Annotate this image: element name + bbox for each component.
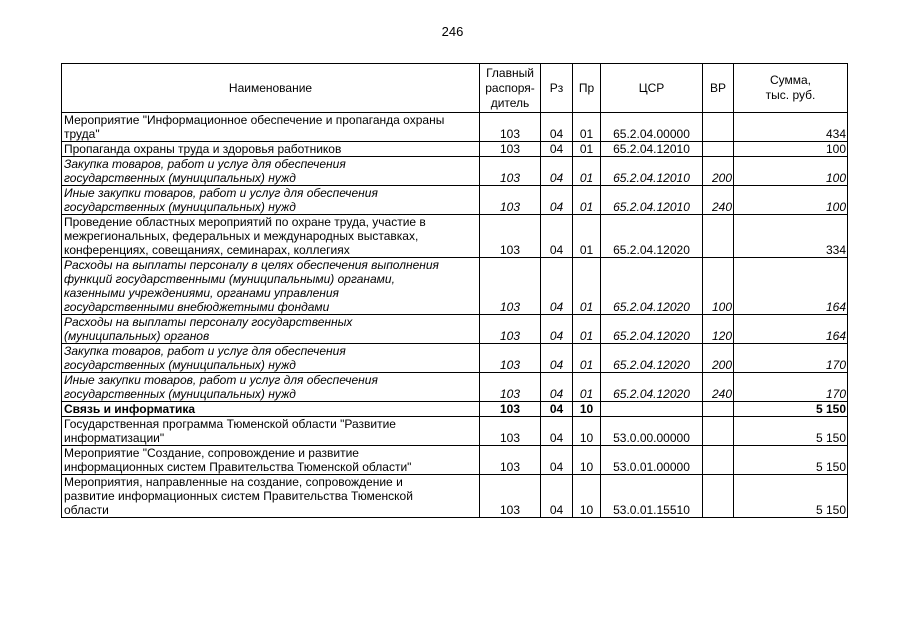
row-pr: 01 bbox=[573, 113, 601, 142]
row-name-line: межрегиональных, федеральных и международных выставках, bbox=[64, 229, 419, 243]
row-glav: 103 bbox=[480, 186, 541, 215]
row-name bbox=[62, 215, 480, 258]
row-rz: 04 bbox=[541, 402, 573, 417]
row-sum: 5 150 bbox=[734, 446, 848, 475]
table-header-row bbox=[62, 64, 848, 113]
row-sum: 170 bbox=[734, 344, 848, 373]
table-body bbox=[62, 113, 848, 518]
row-name-line: государственных (муниципальных) нужд bbox=[64, 358, 296, 372]
row-glav: 103 bbox=[480, 402, 541, 417]
row-rz: 04 bbox=[541, 157, 573, 186]
header-glav-line2: распоря- bbox=[485, 80, 535, 95]
row-name-line: развитие информационных систем Правительства Тюменской bbox=[64, 489, 413, 503]
row-name-line: Мероприятие "Создание, сопровождение и развитие bbox=[64, 446, 359, 460]
row-csr: 65.2.04.12020 bbox=[601, 215, 703, 258]
row-sum: 100 bbox=[734, 142, 848, 157]
row-vr: 200 bbox=[703, 157, 734, 186]
row-pr: 10 bbox=[573, 417, 601, 446]
row-sum: 5 150 bbox=[734, 475, 848, 518]
row-pr: 01 bbox=[573, 142, 601, 157]
row-pr: 10 bbox=[573, 475, 601, 518]
row-sum: 164 bbox=[734, 315, 848, 344]
row-vr bbox=[703, 215, 734, 258]
row-pr: 10 bbox=[573, 402, 601, 417]
row-pr: 01 bbox=[573, 315, 601, 344]
row-glav: 103 bbox=[480, 142, 541, 157]
row-name-line: Связь и информатика bbox=[64, 402, 196, 416]
row-name-line: Проведение областных мероприятий по охране труда, участие в bbox=[64, 215, 426, 229]
row-glav: 103 bbox=[480, 344, 541, 373]
row-name-line: Расходы на выплаты персоналу государственных bbox=[64, 315, 353, 329]
row-csr: 65.2.04.12020 bbox=[601, 315, 703, 344]
row-rz: 04 bbox=[541, 373, 573, 402]
row-name-line: информационных систем Правительства Тюменской области" bbox=[64, 460, 412, 474]
row-name-line: Закупка товаров, работ и услуг для обеспечения bbox=[64, 157, 346, 171]
header-pr: Пр bbox=[573, 64, 601, 113]
row-glav: 103 bbox=[480, 373, 541, 402]
row-name-line: труда" bbox=[64, 127, 100, 141]
row-glav: 103 bbox=[480, 157, 541, 186]
row-name-line: государственных (муниципальных) нужд bbox=[64, 200, 296, 214]
budget-table bbox=[61, 63, 848, 518]
row-sum: 170 bbox=[734, 373, 848, 402]
row-csr: 53.0.01.00000 bbox=[601, 446, 703, 475]
row-pr: 10 bbox=[573, 446, 601, 475]
row-csr: 65.2.04.00000 bbox=[601, 113, 703, 142]
row-name-line: (муниципальных) органов bbox=[64, 329, 210, 343]
row-name-line: Закупка товаров, работ и услуг для обеспечения bbox=[64, 344, 346, 358]
row-vr bbox=[703, 475, 734, 518]
row-pr: 01 bbox=[573, 215, 601, 258]
table-row bbox=[62, 215, 848, 258]
row-name-line: государственных (муниципальных) нужд bbox=[64, 387, 296, 401]
row-name-line: казенными учреждениями, органами управления bbox=[64, 286, 339, 300]
row-sum: 5 150 bbox=[734, 417, 848, 446]
header-sum-line1: Сумма, bbox=[769, 73, 812, 87]
row-rz: 04 bbox=[541, 475, 573, 518]
row-rz: 04 bbox=[541, 258, 573, 315]
row-rz: 04 bbox=[541, 446, 573, 475]
header-glav-line1: Главный bbox=[486, 65, 534, 80]
row-rz: 04 bbox=[541, 417, 573, 446]
row-sum: 164 bbox=[734, 258, 848, 315]
row-vr: 240 bbox=[703, 373, 734, 402]
row-name bbox=[62, 258, 480, 315]
row-name-line: Иные закупки товаров, работ и услуг для обеспечения bbox=[64, 186, 378, 200]
row-name bbox=[62, 157, 480, 186]
row-name-line: Мероприятия, направленные на создание, сопровождение и bbox=[64, 475, 403, 489]
row-sum: 434 bbox=[734, 113, 848, 142]
row-vr bbox=[703, 142, 734, 157]
row-name bbox=[62, 315, 480, 344]
row-name-line: государственными внебюджетными фондами bbox=[64, 300, 330, 314]
row-name bbox=[62, 113, 480, 142]
row-sum: 100 bbox=[734, 186, 848, 215]
table-row bbox=[62, 417, 848, 446]
row-glav: 103 bbox=[480, 446, 541, 475]
header-sum-line2: тыс. руб. bbox=[765, 88, 816, 102]
table-row bbox=[62, 344, 848, 373]
row-name bbox=[62, 186, 480, 215]
row-glav: 103 bbox=[480, 475, 541, 518]
row-sum: 100 bbox=[734, 157, 848, 186]
row-name-line: Мероприятие "Информационное обеспечение и пропаганда охраны bbox=[64, 113, 445, 127]
row-glav: 103 bbox=[480, 215, 541, 258]
row-name bbox=[62, 344, 480, 373]
row-name bbox=[62, 373, 480, 402]
header-name: Наименование bbox=[62, 64, 480, 113]
row-rz: 04 bbox=[541, 344, 573, 373]
row-sum: 334 bbox=[734, 215, 848, 258]
header-csr: ЦСР bbox=[601, 64, 703, 113]
row-pr: 01 bbox=[573, 373, 601, 402]
row-vr: 100 bbox=[703, 258, 734, 315]
row-rz: 04 bbox=[541, 315, 573, 344]
row-name-line: Иные закупки товаров, работ и услуг для обеспечения bbox=[64, 373, 378, 387]
row-pr: 01 bbox=[573, 258, 601, 315]
row-csr: 65.2.04.12010 bbox=[601, 186, 703, 215]
header-glav bbox=[480, 64, 541, 113]
row-glav: 103 bbox=[480, 113, 541, 142]
row-csr: 65.2.04.12020 bbox=[601, 344, 703, 373]
row-name-line: информатизации" bbox=[64, 431, 165, 445]
header-rz: Рз bbox=[541, 64, 573, 113]
table-row bbox=[62, 373, 848, 402]
row-csr bbox=[601, 402, 703, 417]
row-name-line: Расходы на выплаты персоналу в целях обеспечения выполнения bbox=[64, 258, 439, 272]
table-row bbox=[62, 142, 848, 157]
row-csr: 65.2.04.12020 bbox=[601, 258, 703, 315]
row-pr: 01 bbox=[573, 157, 601, 186]
table-row bbox=[62, 186, 848, 215]
row-csr: 53.0.01.15510 bbox=[601, 475, 703, 518]
row-rz: 04 bbox=[541, 113, 573, 142]
row-name bbox=[62, 446, 480, 475]
row-name-line: функций государственными (муниципальными) органами, bbox=[64, 272, 395, 286]
row-vr bbox=[703, 446, 734, 475]
row-glav: 103 bbox=[480, 315, 541, 344]
row-rz: 04 bbox=[541, 186, 573, 215]
row-csr: 65.2.04.12010 bbox=[601, 157, 703, 186]
row-name-line: области bbox=[64, 503, 109, 517]
table-row bbox=[62, 475, 848, 518]
row-name-line: Пропаганда охраны труда и здоровья работников bbox=[64, 142, 342, 156]
row-name-line: Государственная программа Тюменской области "Развитие bbox=[64, 417, 396, 431]
page-number: 246 bbox=[441, 24, 464, 39]
row-glav: 103 bbox=[480, 258, 541, 315]
row-csr: 65.2.04.12010 bbox=[601, 142, 703, 157]
row-name bbox=[62, 417, 480, 446]
row-csr: 65.2.04.12020 bbox=[601, 373, 703, 402]
row-glav: 103 bbox=[480, 417, 541, 446]
row-pr: 01 bbox=[573, 344, 601, 373]
row-name bbox=[62, 142, 480, 157]
table-row bbox=[62, 113, 848, 142]
header-sum bbox=[734, 64, 848, 113]
row-sum: 5 150 bbox=[734, 402, 848, 417]
row-name bbox=[62, 402, 480, 417]
header-glav-line3: дитель bbox=[490, 95, 530, 110]
row-name-line: государственных (муниципальных) нужд bbox=[64, 171, 296, 185]
row-rz: 04 bbox=[541, 215, 573, 258]
table-row bbox=[62, 402, 848, 417]
table-row bbox=[62, 157, 848, 186]
table-row bbox=[62, 446, 848, 475]
row-csr: 53.0.00.00000 bbox=[601, 417, 703, 446]
table-row bbox=[62, 258, 848, 315]
row-vr: 200 bbox=[703, 344, 734, 373]
table-row bbox=[62, 315, 848, 344]
header-vr: ВР bbox=[703, 64, 734, 113]
row-vr bbox=[703, 113, 734, 142]
row-vr: 120 bbox=[703, 315, 734, 344]
row-vr: 240 bbox=[703, 186, 734, 215]
row-vr bbox=[703, 402, 734, 417]
row-vr bbox=[703, 417, 734, 446]
row-pr: 01 bbox=[573, 186, 601, 215]
row-name-line: конференциях, совещаниях, семинарах, коллегиях bbox=[64, 243, 350, 257]
row-rz: 04 bbox=[541, 142, 573, 157]
row-name bbox=[62, 475, 480, 518]
